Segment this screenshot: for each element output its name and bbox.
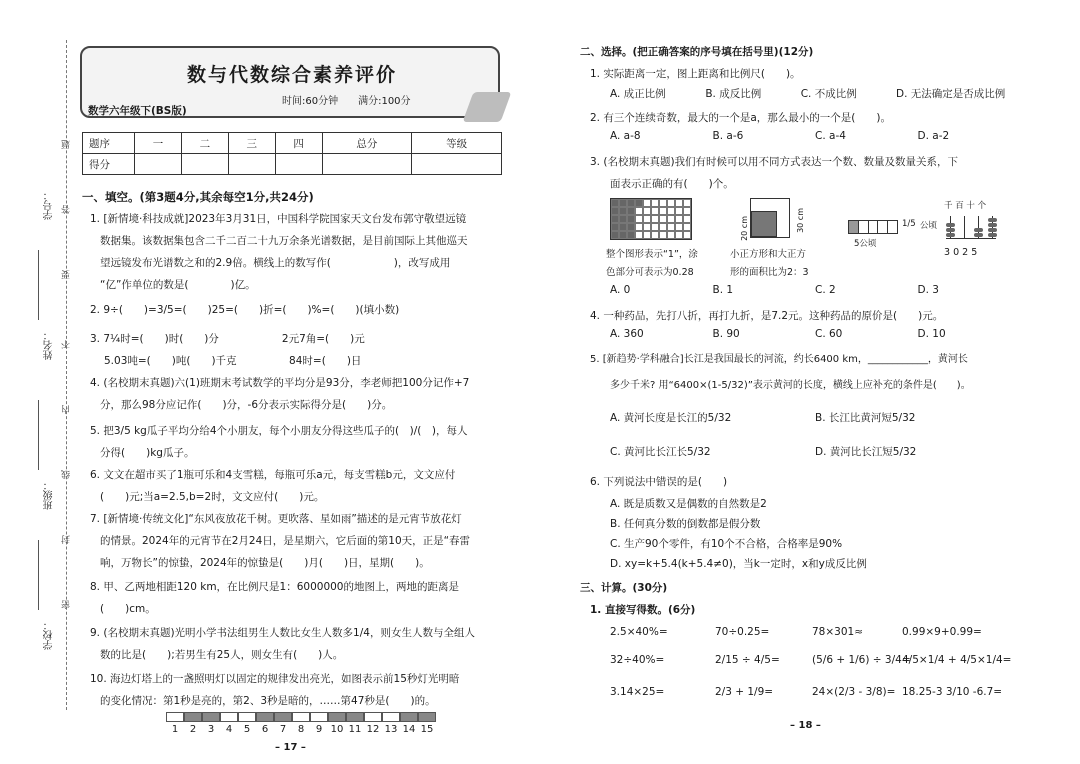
score-header-cell: 一	[135, 133, 182, 154]
figure-caption: 形的面积比为2：3	[730, 267, 809, 278]
section-heading-choice: 二、选择。(把正确答案的序号填在括号里)(12分)	[580, 46, 814, 58]
grid-cell	[667, 231, 675, 239]
binding-char: 密	[62, 600, 72, 609]
question-7-line: 的情景。2024年的元宵节在2月24日，是星期六，它后面的第10天，正是“春雷	[100, 535, 471, 547]
grid-cell	[667, 215, 675, 223]
hectare-bar-label: 5公顷	[854, 239, 877, 249]
calc-item: 24×(2/3 - 3/8)=	[812, 686, 896, 698]
question-8-line: 8. 甲、乙两地相距120 km，在比例尺是1：6000000的地图上，两地的距离是	[90, 581, 459, 593]
light-number: 3	[207, 724, 215, 735]
grid-cell	[643, 215, 651, 223]
option[interactable]: C. a-4	[815, 130, 846, 142]
light-cell	[382, 712, 400, 722]
grid-cell	[675, 231, 683, 239]
grid-cell	[627, 231, 635, 239]
light-number: 5	[243, 724, 251, 735]
option[interactable]: D. 无法确定是否成比例	[896, 88, 1006, 100]
option[interactable]: C. 黄河比长江长5/32	[610, 446, 711, 458]
hectare-unit-label: 公顷	[920, 221, 938, 231]
option[interactable]: B. 长江比黄河短5/32	[815, 412, 916, 424]
abacus-digits: 3 0 2 5	[944, 247, 978, 258]
abacus-place-labels: 千 百 十 个	[944, 201, 987, 211]
grid-cell	[651, 207, 659, 215]
grid-cell	[635, 207, 643, 215]
score-row-label: 得分	[83, 154, 135, 175]
binding-char: 内	[62, 405, 72, 414]
binding-label-school: 学校：	[44, 620, 55, 650]
question-6-line: ( )元;当a=2.5,b=2时，文文应付( )元。	[100, 491, 325, 503]
score-table	[82, 132, 502, 175]
grid-cell	[627, 223, 635, 231]
calc-subheading: 1. 直接写得数。(6分)	[590, 604, 696, 616]
binding-strip	[0, 0, 74, 764]
question-1-line: 望远镜发布光谱数之和的2.9倍。横线上的数写作( )，改写成用	[100, 257, 451, 269]
page-fold-decoration	[463, 92, 512, 122]
option[interactable]: B. 1	[712, 284, 734, 296]
score-header-cell: 总分	[322, 133, 412, 154]
score-header-cell: 三	[228, 133, 275, 154]
question-6-line: 6. 文文在超市买了1瓶可乐和4支雪糕，每瓶可乐a元，每支雪糕b元，文文应付	[90, 469, 456, 481]
small-square-label: 20 cm	[740, 216, 749, 241]
score-cell[interactable]	[181, 154, 228, 175]
choice-question-6: 6. 下列说法中错误的是( )	[590, 476, 728, 488]
grid-cell	[619, 199, 627, 207]
light-cell	[166, 712, 184, 722]
choice-1-options	[610, 86, 1020, 101]
grid-cell	[619, 215, 627, 223]
light-number: 2	[189, 724, 197, 735]
option[interactable]: D. 黄河比长江短5/32	[815, 446, 917, 458]
question-4-line: 分，那么98分应记作( )分，-6分表示实际得分是( )分。	[100, 399, 393, 411]
question-1-line: “亿”作单位的数是( )亿。	[100, 279, 256, 291]
calc-item: 2/3 + 1/9=	[715, 686, 774, 698]
time-score-info: 时间:60分钟 满分:100分	[282, 96, 411, 107]
question-3-line: 5.03吨=( )吨( )千克 84时=( )日	[104, 355, 362, 367]
grid-cell	[651, 215, 659, 223]
grid-cell	[651, 231, 659, 239]
score-header-cell: 四	[275, 133, 322, 154]
grid-cell	[635, 223, 643, 231]
binding-blank-line	[38, 400, 39, 470]
section-heading-fill-in: 一、填空。(第3题4分,其余每空1分,共24分)	[82, 190, 314, 204]
light-number: 10	[330, 724, 344, 735]
light-cell	[346, 712, 364, 722]
score-table-header-row	[83, 133, 502, 154]
page-number-left: – 17 –	[275, 742, 306, 753]
grid-cell	[659, 215, 667, 223]
choice-5-options-row1	[610, 410, 1020, 425]
grid-cell	[643, 199, 651, 207]
light-number: 13	[384, 724, 398, 735]
grid-cell	[683, 215, 691, 223]
question-4-line: 4. (名校期末真题)六(1)班期末考试数学的平均分是93分，李老师把100分记作+7	[90, 377, 470, 389]
grid-cell	[643, 223, 651, 231]
light-pattern-numbers	[166, 724, 436, 735]
hundred-grid-figure	[610, 198, 692, 240]
calc-item: 32÷40%=	[610, 654, 665, 666]
question-5-line: 5. 把3/5 kg瓜子平均分给4个小朋友，每个小朋友分得这些瓜子的( )/( )，每人	[90, 425, 468, 437]
grid-cell	[659, 223, 667, 231]
score-table-score-row	[83, 154, 502, 175]
light-number: 7	[279, 724, 287, 735]
binding-label-class: 班级：	[44, 480, 55, 510]
light-number: 4	[225, 724, 233, 735]
calc-item: 78×301≈	[812, 626, 863, 638]
calc-item: (5/6 + 1/6) ÷ 3/4=	[812, 654, 911, 666]
choice-2-options	[610, 130, 1020, 142]
choice-question-5-line: 多少千米? 用“6400×(1-5/32)”表示黄河的长度，横线上应补充的条件是( )。	[610, 380, 971, 391]
binding-blank-line	[38, 250, 39, 320]
score-cell[interactable]	[275, 154, 322, 175]
light-number: 9	[315, 724, 323, 735]
page-title: 数与代数综合素养评价	[186, 64, 397, 86]
grid-cell	[611, 215, 619, 223]
grid-cell	[651, 199, 659, 207]
figure-caption: 小正方形和大正方	[730, 249, 807, 260]
binding-char: 线	[62, 470, 72, 479]
grid-cell	[643, 207, 651, 215]
grid-cell	[635, 231, 643, 239]
light-cell	[274, 712, 292, 722]
grid-cell	[611, 199, 619, 207]
option[interactable]: A. 0	[610, 284, 631, 296]
light-cell	[364, 712, 382, 722]
question-1-line: 1. [新情境·科技成就]2023年3月31日，中国科学院国家天文台发布郭守敬望远镜	[90, 213, 467, 225]
grid-cell	[683, 207, 691, 215]
grid-cell	[675, 207, 683, 215]
grid-cell	[619, 207, 627, 215]
light-number: 11	[348, 724, 362, 735]
score-cell[interactable]	[135, 154, 182, 175]
option[interactable]: B. 90	[712, 328, 740, 340]
grid-cell	[611, 231, 619, 239]
grid-cell	[659, 231, 667, 239]
subject-label: 数学六年级下(BS版)	[88, 105, 187, 117]
light-cell	[202, 712, 220, 722]
option[interactable]: C. 60	[815, 328, 843, 340]
left-page	[78, 40, 518, 760]
light-number: 15	[420, 724, 434, 735]
grid-cell	[659, 199, 667, 207]
choice-3-options	[610, 284, 1020, 296]
light-number: 12	[366, 724, 380, 735]
option[interactable]: A. a-8	[610, 130, 641, 142]
score-header-cell: 等级	[412, 133, 502, 154]
grid-cell	[627, 199, 635, 207]
light-cell	[400, 712, 418, 722]
choice-question-4: 4. 一种药品，先打八折，再打九折，是7.2元。这种药品的原价是( )元。	[590, 310, 944, 322]
option[interactable]: C. 生产90个零件，有10个不合格，合格率是90%	[610, 538, 843, 550]
grid-cell	[619, 223, 627, 231]
grid-cell	[643, 231, 651, 239]
hectare-fraction-label: 1/5	[902, 219, 916, 229]
small-square-figure	[751, 211, 777, 237]
grid-cell	[611, 207, 619, 215]
big-square-label: 30 cm	[796, 208, 805, 233]
grid-cell	[683, 199, 691, 207]
light-cell	[184, 712, 202, 722]
light-cell	[238, 712, 256, 722]
question-8-line: ( )cm。	[100, 603, 156, 615]
light-number: 6	[261, 724, 269, 735]
option[interactable]: A. 既是质数又是偶数的自然数是2	[610, 498, 767, 510]
grid-cell	[627, 207, 635, 215]
binding-char: 题	[62, 140, 72, 149]
choice-question-1: 1. 实际距离一定，图上距离和比例尺( )。	[590, 68, 801, 80]
question-7-line: 7. [新情境·传统文化]“东风夜放花千树。更吹落、星如雨”描述的是元宵节放花灯	[90, 513, 462, 525]
figure-caption: 整个图形表示“1”，涂	[606, 249, 698, 260]
question-9-line: 9. (名校期末真题)光明小学书法组男生人数比女生人数多1/4，则女生人数与全组人	[90, 627, 475, 639]
score-header-cell: 二	[181, 133, 228, 154]
choice-question-3-line: 面表示正确的有( )个。	[610, 178, 734, 190]
grid-cell	[667, 223, 675, 231]
grid-cell	[611, 223, 619, 231]
choice-5-options-row2	[610, 444, 1020, 459]
binding-blank-line	[38, 540, 39, 610]
choice-question-3-line: 3. (名校期末真题)我们有时候可以用不同方式表达一个数、数量及数量关系，下	[590, 156, 959, 168]
calc-item: 4/5×1/4 + 4/5×1/4=	[902, 654, 1012, 666]
calc-item: 2/15 ÷ 4/5=	[715, 654, 780, 666]
choice-question-5-line: 5. [新趋势·学科融合]长江是我国最长的河流，约长6400 km，____________，黄河长	[590, 354, 968, 365]
calc-item: 18.25-3 3/10 -6.7=	[902, 686, 1003, 698]
question-9-line: 数的比是( );若男生有25人，则女生有( )人。	[100, 649, 344, 661]
grid-cell	[635, 199, 643, 207]
light-number: 1	[171, 724, 179, 735]
title-box	[80, 46, 500, 118]
binding-label-student-id: 学号：	[44, 190, 55, 220]
option[interactable]: D. a-2	[917, 130, 950, 142]
choice-4-options	[610, 328, 1020, 340]
grid-cell	[619, 231, 627, 239]
question-2: 2. 9÷( )=3/5=( )25=( )折=( )%=( )(填小数)	[90, 304, 400, 316]
question-1-line: 数据集。该数据集包含二千二百二十九万余条光谱数据，是目前国际上其他巡天	[100, 235, 468, 247]
question-10-line: 的变化情况：第1秒是亮的，第2、3秒是暗的，……第47秒是( )的。	[100, 695, 436, 707]
grid-cell	[675, 215, 683, 223]
calc-item: 3.14×25=	[610, 686, 665, 698]
grid-cell	[675, 223, 683, 231]
option[interactable]: A. 360	[610, 328, 644, 340]
option[interactable]: D. xy=k+5.4(k+5.4≠0)，当k一定时，x和y成反比例	[610, 558, 867, 570]
option[interactable]: B. a-6	[712, 130, 744, 142]
light-pattern-strip	[166, 712, 436, 722]
score-cell[interactable]	[228, 154, 275, 175]
binding-label-name: 姓名：	[44, 330, 55, 360]
option[interactable]: A. 成正比例	[610, 88, 666, 100]
score-cell[interactable]	[412, 154, 502, 175]
page-number-right: – 18 –	[790, 720, 821, 731]
light-cell	[292, 712, 310, 722]
light-number: 8	[297, 724, 305, 735]
section-heading-calculation: 三、计算。(30分)	[580, 582, 668, 594]
option[interactable]: D. 10	[917, 328, 946, 340]
option[interactable]: D. 3	[917, 284, 939, 296]
grid-cell	[683, 223, 691, 231]
big-square-figure	[750, 198, 790, 238]
hectare-bar-figure	[848, 220, 898, 234]
option[interactable]: B. 成反比例	[705, 88, 762, 100]
binding-char: 要	[62, 270, 72, 279]
grid-cell	[683, 231, 691, 239]
light-cell	[418, 712, 436, 722]
light-cell	[256, 712, 274, 722]
light-cell	[220, 712, 238, 722]
grid-cell	[627, 215, 635, 223]
choice-question-2: 2. 有三个连续奇数，最大的一个是a，那么最小的一个是( )。	[590, 112, 891, 124]
light-number: 14	[402, 724, 416, 735]
grid-cell	[635, 215, 643, 223]
option[interactable]: B. 任何真分数的倒数都是假分数	[610, 518, 761, 530]
figure-caption: 色部分可表示为0.28	[606, 267, 694, 278]
binding-char: 答	[62, 205, 72, 214]
calc-item: 2.5×40%=	[610, 626, 668, 638]
grid-cell	[675, 199, 683, 207]
binding-char: 不	[62, 340, 72, 349]
grid-cell	[667, 207, 675, 215]
grid-cell	[659, 207, 667, 215]
calc-item: 0.99×9+0.99=	[902, 626, 982, 638]
question-7-line: 响，万物长”的惊蛰，2024年的惊蛰是( )月( )日，星期( )。	[100, 557, 430, 569]
light-cell	[328, 712, 346, 722]
question-5-line: 分得( )kg瓜子。	[100, 447, 195, 459]
binding-char: 封	[62, 535, 72, 544]
right-page	[580, 40, 1020, 760]
grid-cell	[667, 199, 675, 207]
abacus-figure	[946, 216, 996, 240]
calc-item: 70÷0.25=	[715, 626, 770, 638]
light-cell	[310, 712, 328, 722]
question-10-line: 10. 海边灯塔上的一盏照明灯以固定的规律发出亮光，如图表示前15秒灯光明暗	[90, 673, 460, 685]
question-3-line: 3. 7¼时=( )时( )分 2元7角=( )元	[90, 333, 365, 345]
grid-cell	[651, 223, 659, 231]
score-cell[interactable]	[322, 154, 412, 175]
score-header-cell: 题序	[83, 133, 135, 154]
option[interactable]: A. 黄河长度是长江的5/32	[610, 412, 732, 424]
option[interactable]: C. 不成比例	[800, 88, 857, 100]
option[interactable]: C. 2	[815, 284, 836, 296]
